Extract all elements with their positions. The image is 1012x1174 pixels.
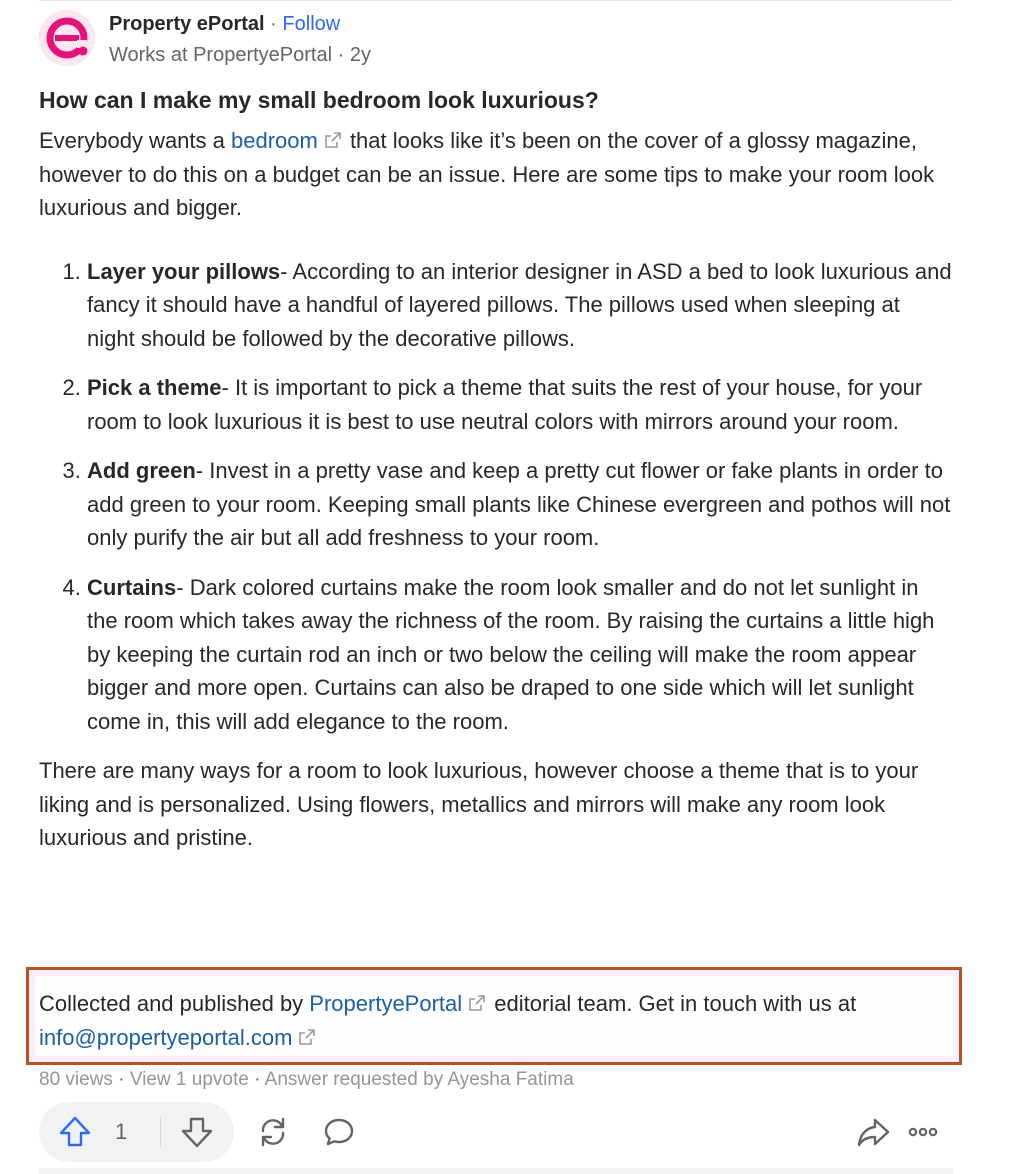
tip-text: - According to an interior designer in ASD a bed to look luxurious and fancy it should have a handful of layered pillows. The pillows used when sleeping at night should be followed by the decorative pillows.: [87, 258, 952, 351]
external-link-icon: [468, 994, 486, 1012]
upvote-button[interactable]: [57, 1114, 127, 1150]
intro-text: Everybody wants a: [39, 128, 231, 153]
answer-stats: [39, 1068, 574, 1092]
tip-term: Add green: [87, 458, 196, 483]
upvote-arrow-icon: [57, 1114, 93, 1150]
share-button[interactable]: [855, 1114, 891, 1150]
author-name[interactable]: Property ePortal: [109, 13, 265, 35]
tip-term: Pick a theme: [87, 375, 222, 400]
more-options-button[interactable]: [905, 1114, 941, 1150]
upvote-count: 1: [115, 1119, 128, 1144]
credit-paragraph: [39, 987, 951, 1055]
repost-icon: [255, 1114, 291, 1150]
external-link-icon: [324, 131, 342, 149]
email-link[interactable]: info@propertyeportal.com: [39, 1025, 293, 1050]
top-divider: [39, 0, 953, 1]
list-item: [87, 571, 953, 739]
author-credential: Works at PropertyePortal: [109, 44, 333, 66]
more-dots-icon: [905, 1114, 941, 1150]
follow-button[interactable]: Follow: [282, 13, 341, 35]
separator-dot: ·: [270, 13, 277, 35]
question-title[interactable]: How can I make my small bedroom look luxurious?: [39, 87, 599, 113]
tip-text: - Invest in a pretty vase and keep a pretty cut flower or fake plants in order to add green to your room. Keeping small plants like Chinese evergreen and pothos will not only purify the air but all add freshness to your room.: [87, 458, 951, 550]
propertyeportal-link[interactable]: PropertyePortal: [309, 991, 463, 1016]
highlighted-credit-box: [26, 967, 962, 1065]
tip-text: - Dark colored curtains make the room look smaller and do not let sunlight in the room which takes away the richness of the room. By raising the curtains a little high by keeping the curtain rod an inch or two below the ceiling will make the room appear bigger and more open. Curtains can also be draped to one side which will let sunlight come in, this will add elegance to the room.: [87, 574, 935, 734]
downvote-arrow-icon: [179, 1114, 215, 1150]
list-item: [87, 454, 953, 555]
answer-content: [39, 82, 953, 855]
separator-dot: ·: [337, 44, 345, 66]
bottom-divider: [39, 1168, 953, 1174]
intro-text-continued: that looks like it’s been on the cover of a glossy magazine, however to do this on a budget can be an issue. Here are some tips to make your room look luxurious and bigger.: [39, 128, 935, 220]
tip-term: Layer your pillows: [87, 258, 281, 284]
share-repost-button[interactable]: [255, 1114, 291, 1150]
external-link-icon: [298, 1028, 316, 1046]
bedroom-link[interactable]: bedroom: [230, 128, 318, 153]
answer-age[interactable]: 2y: [349, 44, 371, 66]
answer-header: [39, 10, 953, 70]
downvote-button[interactable]: [179, 1114, 215, 1150]
list-item: [87, 255, 953, 356]
credit-text: Collected and published by: [39, 991, 310, 1016]
view-upvotes-link[interactable]: View 1 upvote: [129, 1069, 249, 1090]
tip-text: - It is important to pick a theme that suits the rest of your house, for your room to look luxurious it is best to use neutral colors with mirrors around your room.: [87, 375, 923, 434]
separator-dot: ·: [254, 1069, 261, 1090]
credit-text-continued: editorial team. Get in touch with us at: [488, 991, 857, 1016]
list-item: [87, 371, 953, 438]
action-bar: [39, 1102, 953, 1162]
tips-list: [39, 255, 953, 739]
answer-requested-by: Answer requested by Ayesha Fatima: [264, 1069, 574, 1090]
share-arrow-icon: [855, 1114, 891, 1150]
views-count: 80 views: [39, 1069, 113, 1090]
tip-term: Curtains: [87, 574, 177, 600]
comment-bubble-icon: [321, 1114, 357, 1150]
vote-pill: [39, 1102, 234, 1162]
intro-paragraph: [39, 124, 953, 225]
separator-dot: ·: [118, 1069, 125, 1090]
closing-paragraph: There are many ways for a room to look luxurious, however choose a theme that is to your liking and is personalized. Using flowers, metallics and mirrors will make any room look luxurious and pristine.: [39, 758, 919, 850]
comment-button[interactable]: [321, 1114, 357, 1150]
property-eportal-logo-icon: [39, 10, 95, 66]
pill-divider: [160, 1116, 161, 1148]
author-avatar[interactable]: [39, 10, 95, 66]
